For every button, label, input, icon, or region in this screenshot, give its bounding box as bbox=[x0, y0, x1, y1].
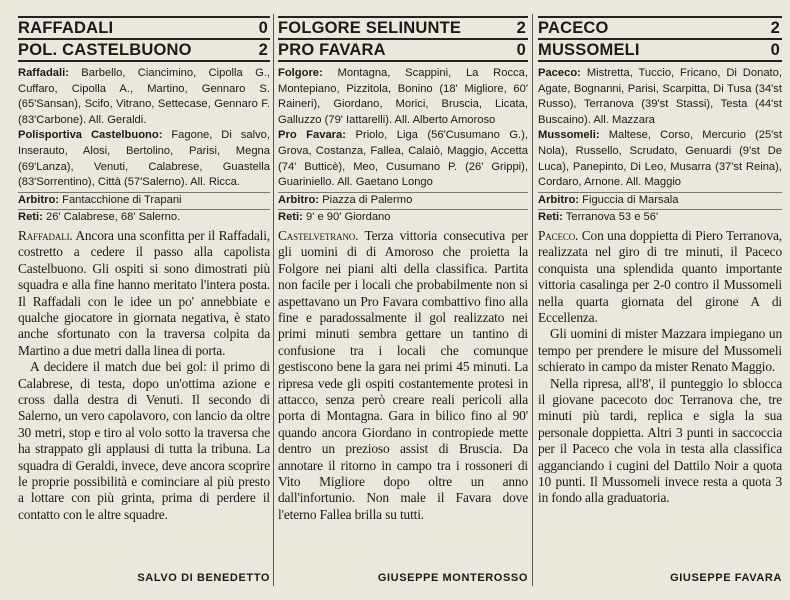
away-lineup-text: Maltese, Corso, Mercurio (25'st Nola), Russello, Scrudato, Genuardi (9'st De Luca), Panepinto, Di Leo, Musarra (37'st Reina), Cordaro, Arnone. All. Maggio bbox=[538, 129, 782, 189]
away-team-score-row bbox=[278, 38, 528, 62]
article-paragraph: Paceco. Con una doppietta di Piero Terranova, realizzata nel giro di tre minuti, il Paceco conquista una splendida quanto importante vittoria casalinga per 2-0 contro il Mussomeli nella quarta giornata del girone A di Eccellenza. bbox=[538, 227, 782, 325]
column-divider bbox=[532, 14, 533, 586]
away-lineup-label: Pro Favara: bbox=[278, 129, 346, 142]
home-team-score: 2 bbox=[770, 19, 780, 37]
article-paragraph: Raffadali. Ancora una sconfitta per il Raffadali, costretto a cedere il passo alla capolista Castelbuono. Gli ospiti si sono dimostrati più squadra e alla fine hanno meritato l'intera posta. Il Raffadali con le idee un po' annebbiate e qualche giocatore in giornata negativa, è stato anche sfortunato con la traversa colpita da Martino a due metri dalla linea di porta. bbox=[18, 227, 270, 358]
referee bbox=[538, 193, 782, 209]
article-body bbox=[18, 228, 270, 523]
goals-label: Reti: bbox=[18, 211, 43, 224]
home-lineup bbox=[18, 66, 270, 128]
home-team-score: 2 bbox=[516, 19, 526, 37]
match-report-paceco-mussomeli bbox=[538, 16, 782, 586]
away-team-score-row bbox=[538, 38, 782, 62]
away-team-score-row bbox=[18, 38, 270, 62]
referee bbox=[18, 193, 270, 209]
away-lineup bbox=[538, 128, 782, 190]
home-lineup-label: Folgore: bbox=[278, 67, 323, 79]
goals-text: 9' e 90' Giordano bbox=[302, 211, 391, 224]
article-body bbox=[538, 228, 782, 507]
match-report-raffadali-castelbuono bbox=[18, 16, 270, 586]
away-lineup bbox=[278, 128, 528, 190]
away-lineup bbox=[18, 128, 270, 190]
home-team-score: 0 bbox=[258, 19, 268, 37]
home-team-name: FOLGORE SELINUNTE bbox=[278, 19, 462, 37]
away-team-score: 0 bbox=[770, 41, 780, 59]
home-lineup-label: Raffadali: bbox=[18, 67, 69, 79]
home-team-name: RAFFADALI bbox=[18, 19, 114, 37]
referee-text: Fantacchione di Trapani bbox=[59, 193, 182, 206]
referee-text: Figuccia di Marsala bbox=[579, 193, 679, 206]
home-team-score-row bbox=[18, 16, 270, 38]
goals bbox=[538, 210, 782, 226]
match-report-folgore-pro-favara bbox=[278, 16, 528, 586]
home-lineup bbox=[538, 66, 782, 128]
article-paragraph: Gli uomini di mister Mazzara impiegano un tempo per prendere le misure del Mussomeli schierato in campo da mister Renato Maggio. bbox=[538, 326, 782, 375]
referee-label: Arbitro: bbox=[538, 193, 580, 206]
goals-text: 26' Calabrese, 68' Salerno. bbox=[42, 211, 181, 224]
article-paragraph: A decidere il match due bei gol: il primo di Calabrese, di testa, dopo un'ottima azione e cross dalla destra di Venuti. Il secondo di Salerno, un vero capolavoro, con lancio da oltre 30 metri, stop e tiro al volo sotto la traversa che ha strappato gli applausi di tutta la tribuna. La squadra di Geraldi, invece, deve ancora scoprire le proprie possibilità e cominciare al più presto a lottare con più grinta, prima di perdere il contatto con le altre squadre. bbox=[18, 359, 270, 522]
article-paragraph: Castelvetrano. Terza vittoria consecutiva per gli uomini di di Amoroso che proietta la Folgore nei piani alti della classifica. Partita non facile per i locali che probabilmente non si aspettavano un Pro Favara combattivo fino alla fine e paradossalmente il gol realizzato nei primi minuti sembra gettare un tantino di confusione tra i locali che comunque gestiscono bene la gara nei primi 45 minuti. La ripresa vede gli ospiti costantemente protesi in attacco, senza però creare reali pericoli alla porta di Montagna. Gara in bilico fino al 90' quando ancora Giordano in contropiede mette dentro un prezioso assist di Bruscia. Da annotare il ritorno in campo tra i rossoneri di Vito Migliore dopo oltre un anno dall'infortunio. Non male il Favara dove l'eterno Fallea brilla su tutti. bbox=[278, 227, 528, 522]
away-lineup-label: Polisportiva Castelbuono: bbox=[18, 129, 163, 142]
goals bbox=[18, 210, 270, 226]
referee-label: Arbitro: bbox=[278, 193, 320, 206]
article-body bbox=[278, 228, 528, 523]
home-team-score-row bbox=[538, 16, 782, 38]
goals-text: Terranova 53 e 56' bbox=[562, 211, 659, 224]
away-team-name: MUSSOMELI bbox=[538, 41, 640, 59]
column-divider bbox=[273, 14, 274, 586]
away-team-score: 0 bbox=[516, 41, 526, 59]
author-signature: GIUSEPPE FAVARA bbox=[670, 572, 782, 584]
away-team-name: POL. CASTELBUONO bbox=[18, 41, 192, 59]
author-signature: GIUSEPPE MONTEROSSO bbox=[377, 572, 528, 584]
home-team-score-row bbox=[278, 16, 528, 38]
home-lineup-text: Montagna, Scappini, La Rocca, Montepiano, Pizzitola, Bonino (18' Migliore, 60' Raineri), Giordano, Morici, Bruscia, Licata, Galluzzo (79' Iattarelli). All. Alberto Amoroso bbox=[278, 67, 528, 126]
dateline: Raffadali. bbox=[18, 227, 73, 243]
away-team-score: 2 bbox=[258, 41, 268, 59]
author-signature: SALVO DI BENEDETTO bbox=[137, 572, 270, 584]
home-lineup-label: Paceco: bbox=[538, 67, 581, 79]
away-lineup-text: Priolo, Liga (56'Cusumano G.), Grova, Costanza, Fallea, Calaiò, Maggio, Accetta (74' Butticè), Meo, Cusumano P. (26' Grippi), Guariniello. All. Gaetano Longo bbox=[278, 129, 528, 189]
away-lineup-label: Mussomeli: bbox=[538, 129, 600, 142]
goals-label: Reti: bbox=[538, 211, 563, 224]
referee-label: Arbitro: bbox=[18, 193, 60, 206]
away-team-name: PRO FAVARA bbox=[278, 41, 386, 59]
referee bbox=[278, 193, 528, 209]
article-paragraph: Nella ripresa, all'8', il punteggio lo sblocca il giovane pacecoto doc Terranova che, tre minuti più tardi, replica e sigla la sua personale doppietta. Altri 3 punti in saccoccia per il Paceco che vola in testa alla classifica agganciando i cugini del Dattilo Noir a quota 10 punti. Il Mussomeli invece resta a quota 3 in fondo alla graduatoria. bbox=[538, 375, 782, 506]
dateline: Paceco. bbox=[538, 227, 579, 243]
home-team-name: PACECO bbox=[538, 19, 609, 37]
home-lineup-text: Barbello, Ciancimino, Cipolla G., Cuffaro, Cipolla A., Martino, Gennaro S. (65'Sansan), Scifo, Vitrano, Settecase, Gennaro F. (83'Carbone). All. Geraldi. bbox=[18, 67, 270, 126]
goals bbox=[278, 210, 528, 226]
referee-text: Piazza di Palermo bbox=[319, 193, 413, 206]
home-lineup-text: Mistretta, Tuccio, Fricano, Di Donato, Agate, Bognanni, Parisi, Scarpitta, Di Tusa (34'st Russo), Terranova (39'st Stassi), Testa (44'st Buscaino). All. Mazzara bbox=[538, 67, 782, 126]
home-lineup bbox=[278, 66, 528, 128]
goals-label: Reti: bbox=[278, 211, 303, 224]
away-lineup-text: Fagone, Di salvo, Inserauto, Alosi, Bertolino, Parisi, Megna (69'Lanza), Venuti, Calabrese, Guastella (83'Sorrentino), Città (57'Salerno). All. Ricca. bbox=[18, 129, 270, 189]
dateline: Castelvetrano. bbox=[278, 227, 359, 243]
